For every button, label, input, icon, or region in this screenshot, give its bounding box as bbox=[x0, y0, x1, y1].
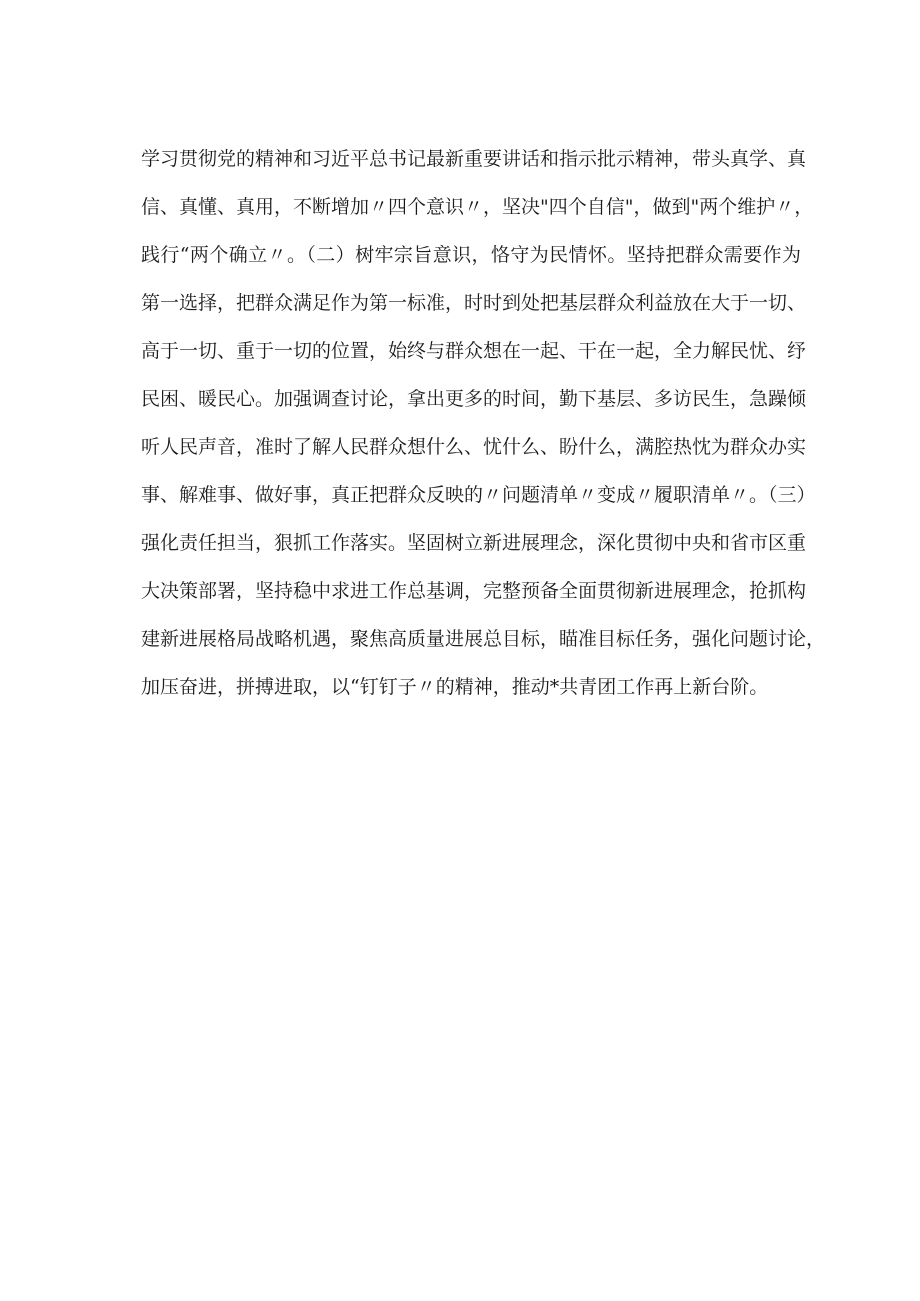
text-line-9: 强化责任担当，狠抓工作落实。坚固树立新进展理念，深化贯彻中央和省市区重 bbox=[141, 532, 807, 554]
text-line-11: 建新进展格局战略机遇，聚焦高质量进展总目标，瞄准目标任务，强化问题讨论， bbox=[141, 628, 826, 650]
text-line-12: 加压奋进，拼搏进取，以“钉钉子〃的精神，推动*共青团工作再上新台阶。 bbox=[141, 676, 769, 698]
text-line-5: 高于一切、重于一切的位置，始终与群众想在一起、干在一起，全力解民忧、纾 bbox=[141, 340, 807, 362]
text-line-6: 民困、暖民心。加强调查讨论，拿出更多的时间，勤下基层、多访民生，急躁倾 bbox=[141, 388, 807, 410]
body-paragraph bbox=[141, 144, 826, 720]
text-line-1: 学习贯彻党的精神和习近平总书记最新重要讲话和指示批示精神，带头真学、真 bbox=[141, 148, 807, 170]
text-line-7: 听人民声音，准时了解人民群众想什么、忧什么、盼什么，满腔热忱为群众办实 bbox=[141, 436, 807, 458]
text-line-2: 信、真懂、真用，不断增加〃四个意识〃，坚决"四个自信"，做到"两个维护〃， bbox=[141, 196, 814, 218]
text-line-3: 践行“两个确立〃。（二）树牢宗旨意识，恪守为民情怀。坚持把群众需要作为 bbox=[141, 244, 801, 266]
text-line-8: 事、解难事、做好事，真正把群众反映的〃问题清单〃变成〃履职清单〃。（三） bbox=[141, 484, 816, 506]
text-line-4: 第一选择，把群众满足作为第一标准，时时到处把基层群众利益放在大于一切、 bbox=[141, 292, 807, 314]
text-line-10: 大决策部署，坚持稳中求进工作总基调，完整预备全面贯彻新进展理念，抢抓构 bbox=[141, 580, 807, 602]
